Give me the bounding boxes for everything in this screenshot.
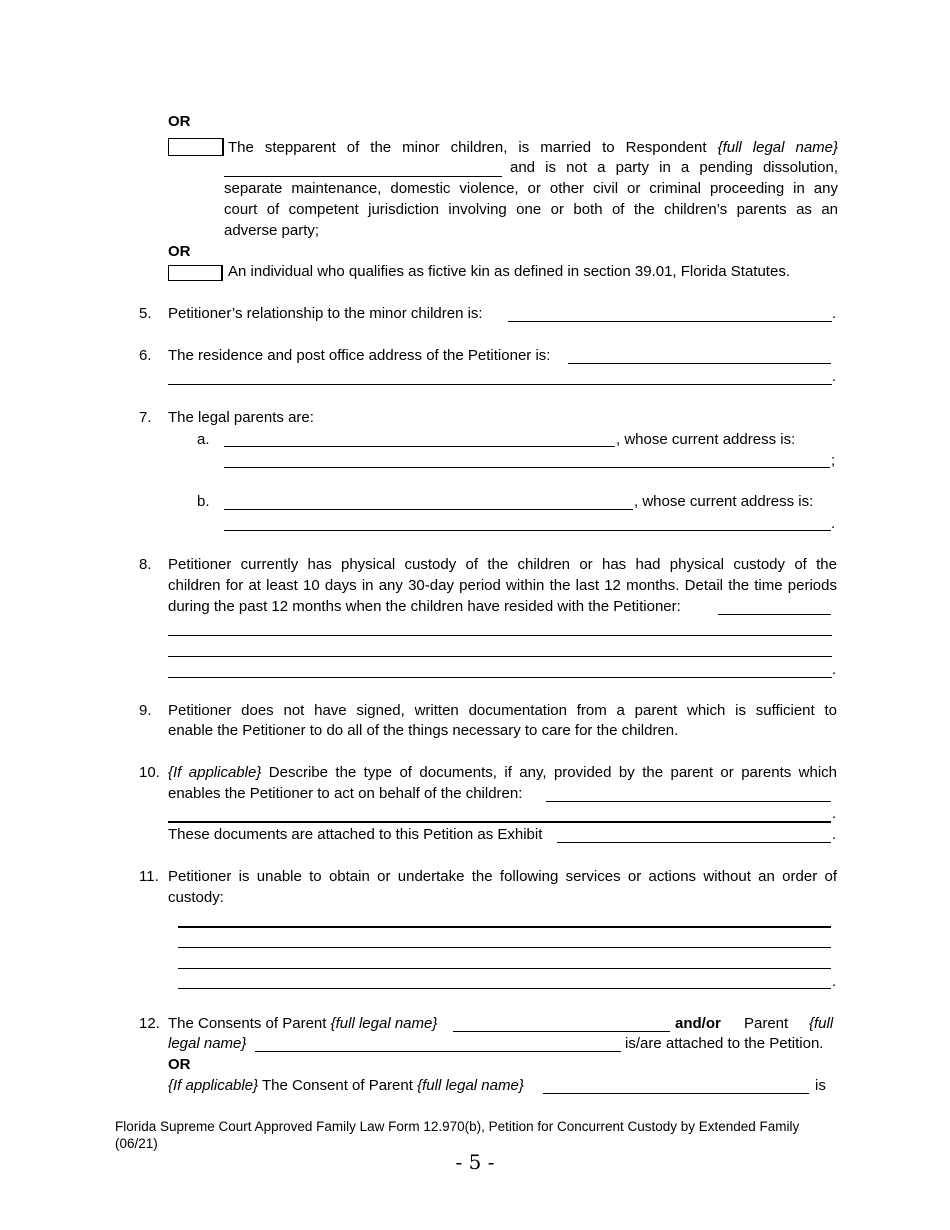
stepparent-line-4: court of competent jurisdiction involving one or both of the children’s parents as an xyxy=(224,201,838,218)
period: . xyxy=(832,973,837,990)
parent-b-address-label: , whose current address is: xyxy=(634,493,814,510)
full-label: {full xyxy=(809,1015,834,1032)
parent-label: Parent xyxy=(744,1015,789,1032)
item-10-line-2: enables the Petitioner to act on behalf of the children: xyxy=(168,785,523,802)
item-number-11: 11. xyxy=(139,868,159,885)
stepparent-line-2: and is not a party in a pending dissolution, xyxy=(510,159,838,176)
respondent-name-field[interactable] xyxy=(224,176,502,177)
item-5-text: Petitioner’s relationship to the minor children is: xyxy=(168,305,483,322)
services-field-2[interactable] xyxy=(178,947,831,948)
or-label: OR xyxy=(168,1056,191,1073)
exhibit-field[interactable] xyxy=(557,842,831,843)
item-8-line-2: children for at least 10 days in any 30-day period within the last 12 months. Detail the time periods xyxy=(168,577,837,594)
custody-periods-field-2[interactable] xyxy=(168,635,832,636)
period: . xyxy=(832,661,837,678)
custody-periods-field-4[interactable] xyxy=(168,677,832,678)
item-number-9: 9. xyxy=(139,702,152,719)
custody-periods-field-1[interactable] xyxy=(718,614,831,615)
page-number: - 5 - xyxy=(455,1150,495,1174)
item-number-6: 6. xyxy=(139,347,152,364)
footer-form-date: (06/21) xyxy=(115,1136,158,1151)
parent-a-name-field[interactable] xyxy=(224,446,615,447)
fictive-kin-checkbox[interactable] xyxy=(168,265,223,281)
item-11-line-2: custody: xyxy=(168,889,224,906)
item-10-line-1: {If applicable} Describe the type of documents, if any, provided by the parent or parents which xyxy=(168,764,838,781)
semicolon: ; xyxy=(831,452,836,469)
item-number-5: 5. xyxy=(139,305,152,322)
period: . xyxy=(832,805,837,822)
documents-field-1[interactable] xyxy=(546,801,831,802)
stepparent-line-5: adverse party; xyxy=(224,222,320,239)
sub-item-a: a. xyxy=(197,431,210,448)
legal-name-label: legal name} xyxy=(168,1035,247,1052)
petitioner-address-field-1[interactable] xyxy=(568,363,831,364)
parent-b-name-field[interactable] xyxy=(224,509,633,510)
item-8-line-1: Petitioner currently has physical custody of the children or has had physical custody of the xyxy=(168,556,837,573)
fictive-kin-text: An individual who qualifies as fictive kin as defined in section 39.01, Florida Statutes. xyxy=(228,263,790,280)
period: . xyxy=(832,305,837,322)
item-12-line-1: The Consents of Parent {full legal name} xyxy=(168,1015,438,1032)
or-label: OR xyxy=(168,243,191,260)
is-label: is xyxy=(815,1077,826,1094)
item-10-line-3: These documents are attached to this Petition as Exhibit xyxy=(168,826,543,843)
item-9-line-1: Petitioner does not have signed, written documentation from a parent which is sufficient to xyxy=(168,702,837,719)
stepparent-line-1: The stepparent of the minor children, is married to Respondent {full legal name} xyxy=(228,139,839,156)
and-or-label: and/or xyxy=(675,1015,721,1032)
documents-field-2[interactable] xyxy=(168,821,831,823)
item-8-line-3: during the past 12 months when the children have resided with the Petitioner: xyxy=(168,598,681,615)
item-number-7: 7. xyxy=(139,409,152,426)
petitioner-address-field-2[interactable] xyxy=(168,384,832,385)
item-9-line-2: enable the Petitioner to do all of the things necessary to care for the children. xyxy=(168,722,679,739)
item-12-consent-line: {If applicable} The Consent of Parent {full legal name} xyxy=(168,1077,524,1094)
period: . xyxy=(832,368,837,385)
item-7-text: The legal parents are: xyxy=(168,409,314,426)
relationship-field[interactable] xyxy=(508,321,832,322)
item-11-line-1: Petitioner is unable to obtain or undertake the following services or actions without an order of xyxy=(168,868,837,885)
item-number-8: 8. xyxy=(139,556,152,573)
item-number-10: 10. xyxy=(139,764,160,781)
parent-consent-name-field-1[interactable] xyxy=(453,1031,670,1032)
custody-periods-field-3[interactable] xyxy=(168,656,832,657)
services-field-3[interactable] xyxy=(178,968,831,969)
attached-label: is/are attached to the Petition. xyxy=(625,1035,824,1052)
services-field-1[interactable] xyxy=(178,926,831,928)
parent-a-address-field[interactable] xyxy=(224,467,830,468)
parent-consent-name-field-2[interactable] xyxy=(255,1051,621,1052)
stepparent-line-3: separate maintenance, domestic violence, or other civil or criminal proceeding in any xyxy=(224,180,838,197)
parent-b-address-field[interactable] xyxy=(224,530,831,531)
or-label: OR xyxy=(168,113,191,130)
period: . xyxy=(831,515,836,532)
item-6-text: The residence and post office address of the Petitioner is: xyxy=(168,347,551,364)
parent-consent-name-field-3[interactable] xyxy=(543,1093,809,1094)
period: . xyxy=(832,826,837,843)
sub-item-b: b. xyxy=(197,493,210,510)
item-number-12: 12. xyxy=(139,1015,160,1032)
services-field-4[interactable] xyxy=(178,988,831,989)
stepparent-checkbox[interactable] xyxy=(168,138,224,156)
parent-a-address-label: , whose current address is: xyxy=(616,431,796,448)
footer-form-title: Florida Supreme Court Approved Family Law Form 12.970(b), Petition for Concurrent Custody by Extended Family xyxy=(115,1119,800,1134)
